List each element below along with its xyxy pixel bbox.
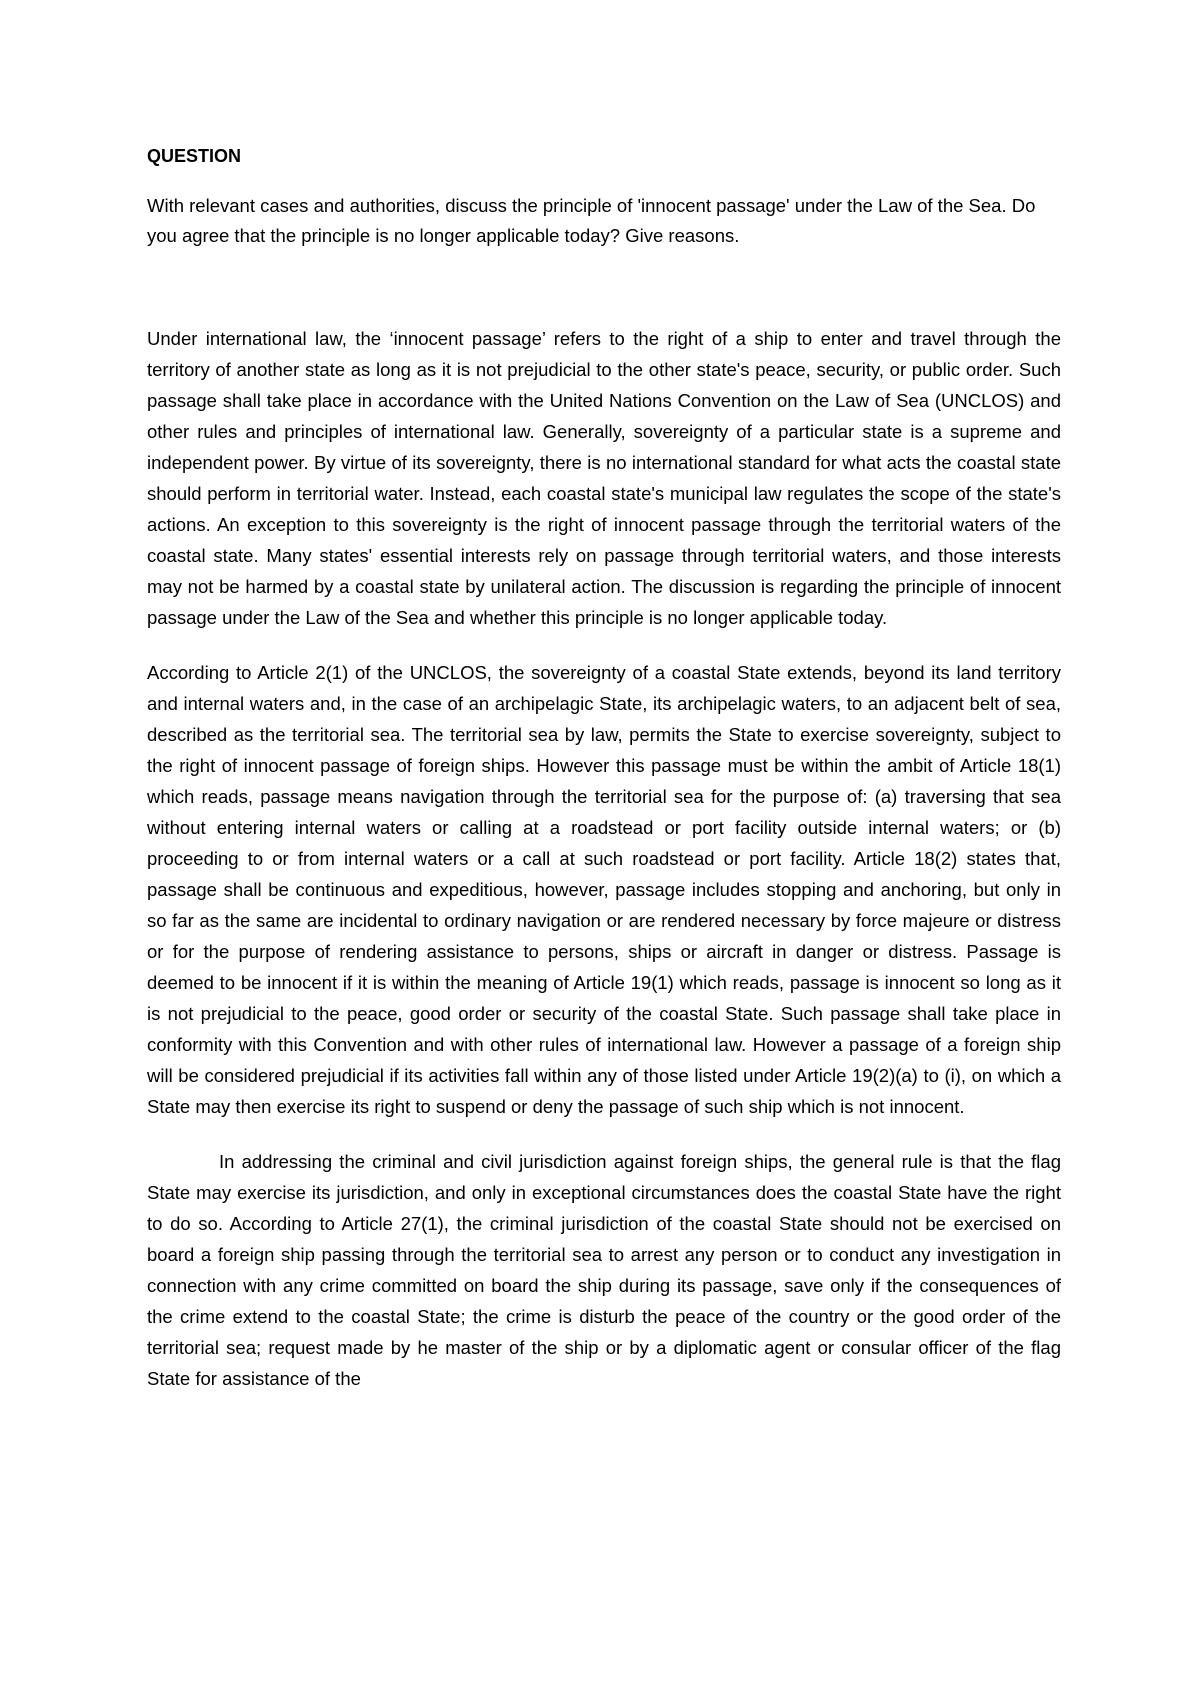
document-page <box>147 145 1061 1418</box>
question-text: With relevant cases and authorities, discuss the principle of 'innocent passage' under the Law of the Sea. Do you agree that the principle is no longer applicable today? Give reasons. <box>147 195 1036 246</box>
question-heading: QUESTION <box>147 146 242 166</box>
paragraph-jurisdiction: In addressing the criminal and civil jurisdiction against foreign ships, the general rule is that the flag State may exercise its jurisdiction, and only in exceptional circumstances does the coastal State have the right to do so. According to Article 27(1), the criminal jurisdiction of the coastal State should not be exercised on board a foreign ship passing through the territorial sea to arrest any person or to conduct any investigation in connection with any crime committed on board the ship during its passage, save only if the consequences of the crime extend to the coastal State; the crime is disturb the peace of the country or the good order of the territorial sea; request made by he master of the ship or by a diplomatic agent or consular officer of the flag State for assistance of the <box>147 1151 1061 1389</box>
paragraph-article-2: According to Article 2(1) of the UNCLOS, the sovereignty of a coastal State extends, beyond its land territory and internal waters and, in the case of an archipelagic State, its archipelagic waters, to an adjacent belt of sea, described as the territorial sea. The territorial sea by law, permits the State to exercise sovereignty, subject to the right of innocent passage of foreign ships. However this passage must be within the ambit of Article 18(1) which reads, passage means navigation through the territorial sea for the purpose of: (a) traversing that sea without entering internal waters or calling at a roadstead or port facility outside internal waters; or (b) proceeding to or from internal waters or a call at such roadstead or port facility. Article 18(2) states that, passage shall be continuous and expeditious, however, passage includes stopping and anchoring, but only in so far as the same are incidental to ordinary navigation or are rendered necessary by force majeure or distress or for the purpose of rendering assistance to persons, ships or aircraft in danger or distress. Passage is deemed to be innocent if it is within the meaning of Article 19(1) which reads, passage is innocent so long as it is not prejudicial to the peace, good order or security of the coastal State. Such passage shall take place in conformity with this Convention and with other rules of international law. However a passage of a foreign ship will be considered prejudicial if its activities fall within any of those listed under Article 19(2)(a) to (i), on which a State may then exercise its right to suspend or deny the passage of such ship which is not innocent. <box>147 662 1061 1117</box>
paragraph-introduction: Under international law, the ‘innocent passage’ refers to the right of a ship to enter and travel through the territory of another state as long as it is not prejudicial to the other state's peace, security, or public order. Such passage shall take place in accordance with the United Nations Convention on the Law of Sea (UNCLOS) and other rules and principles of international law. Generally, sovereignty of a particular state is a supreme and independent power. By virtue of its sovereignty, there is no international standard for what acts the coastal state should perform in territorial water. Instead, each coastal state's municipal law regulates the scope of the state's actions. An exception to this sovereignty is the right of innocent passage through the territorial waters of the coastal state. Many states' essential interests rely on passage through territorial waters, and those interests may not be harmed by a coastal state by unilateral action. The discussion is regarding the principle of innocent passage under the Law of the Sea and whether this principle is no longer applicable today. <box>147 328 1061 628</box>
